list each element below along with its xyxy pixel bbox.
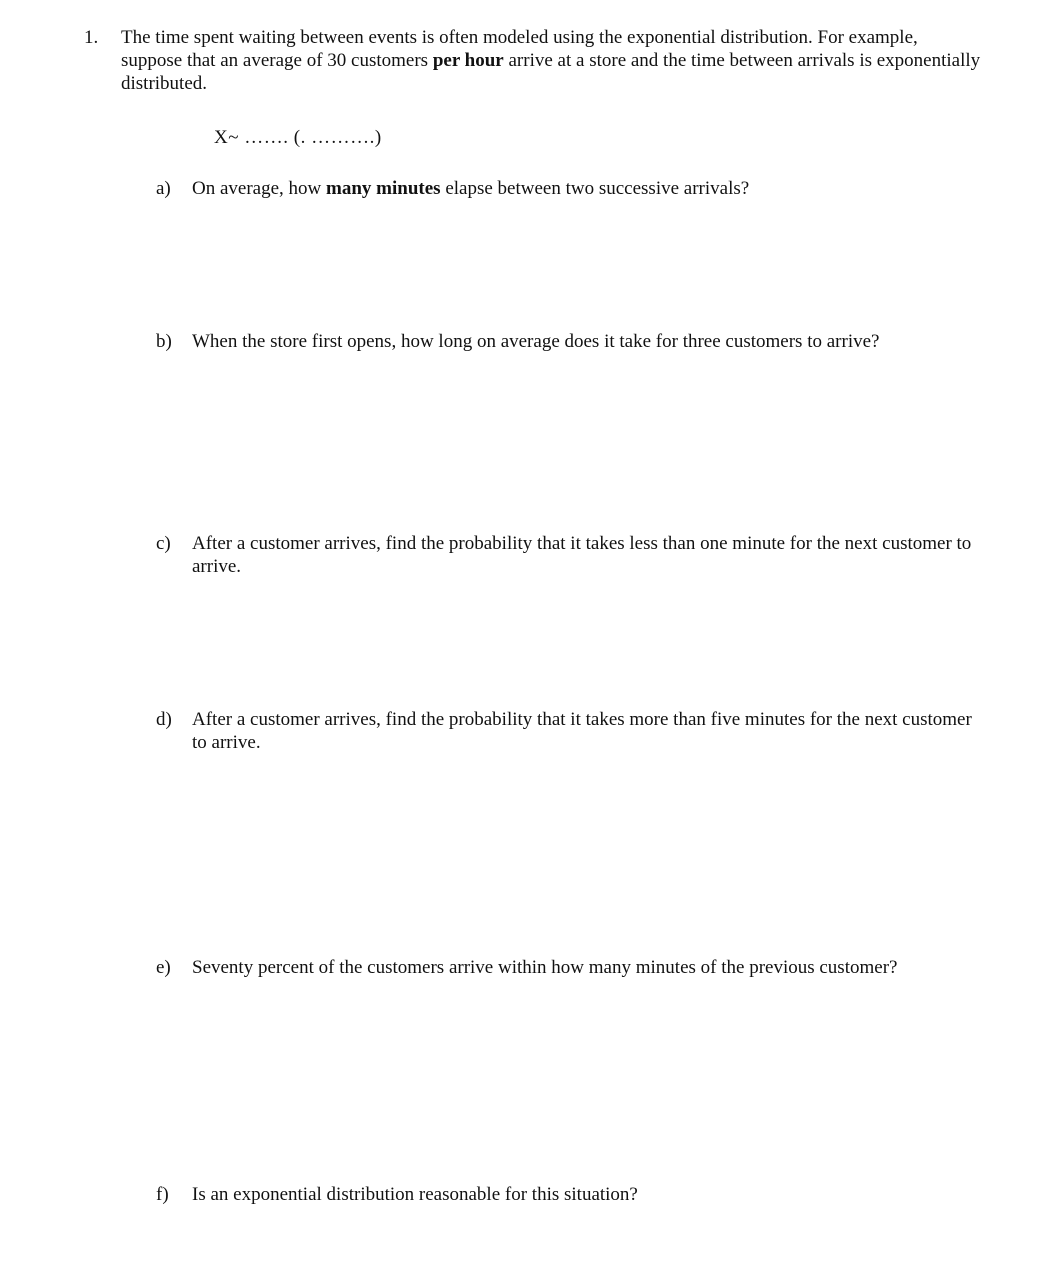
question-f-text: Is an exponential distribution reasonable for this situation? (192, 1184, 638, 1205)
problem-number: 1. (84, 27, 99, 48)
problem-intro (121, 26, 981, 95)
intro-bold-per-hour: per hour (432, 50, 504, 71)
intro-text-end: arrive at a store and the time between arrivals is exponentially distributed. (121, 50, 981, 94)
question-a-text-start: On average, how (192, 178, 327, 199)
question-e-text: Seventy percent of the customers arrive within how many minutes of the previous customer? (192, 957, 898, 978)
question-d-text: After a customer arrives, find the probability that it takes more than five minutes for the next customer to arrive. (192, 709, 972, 753)
question-f-label: f) (156, 1184, 169, 1205)
question-e-label: e) (156, 957, 171, 978)
question-c-label: c) (156, 533, 171, 554)
question-a-label: a) (156, 178, 171, 199)
intro-text-start: The time spent waiting between events is often modeled using the exponential distribution. For example, suppose that an average of 30 customers (121, 27, 918, 71)
question-f (156, 1183, 986, 1206)
question-b (156, 330, 986, 353)
question-e (156, 956, 916, 979)
question-a-text (192, 177, 986, 200)
question-b-label: b) (156, 331, 172, 352)
question-a-bold: many minutes (326, 178, 441, 199)
question-d-label: d) (156, 709, 172, 730)
distribution-formula: X~ ……. (. ……….) (214, 127, 382, 148)
question-a-text-end: elapse between two successive arrivals? (440, 178, 750, 199)
question-c-text: After a customer arrives, find the probability that it takes less than one minute for the next customer to arrive. (192, 533, 972, 577)
question-b-text: When the store first opens, how long on average does it take for three customers to arrive? (192, 331, 880, 352)
question-c (156, 532, 986, 578)
question-d (156, 708, 986, 754)
question-a (156, 177, 986, 200)
